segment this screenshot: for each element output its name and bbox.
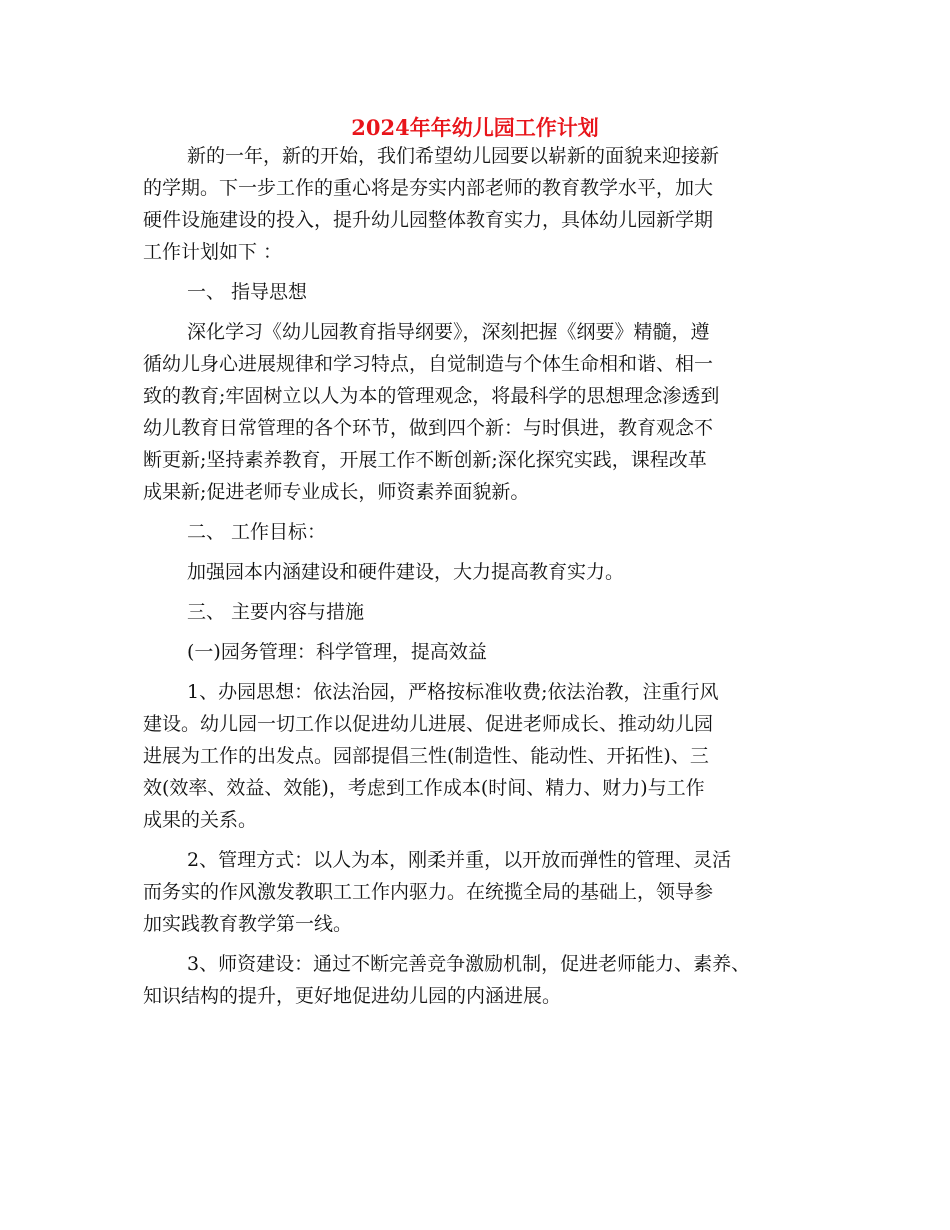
paragraph-gap [143, 308, 833, 316]
document-title: 2024年年幼儿园工作计划 [351, 115, 599, 140]
paragraph-gap [143, 836, 833, 844]
paragraph-line: 深化学习《幼儿园教育指导纲要》，深刻把握《纲要》精髓，遵 [187, 321, 710, 343]
paragraph-line: 成果的关系。 [143, 809, 258, 831]
heading-line: 一、 指导思想 [187, 281, 308, 303]
paragraph-gap [143, 268, 833, 276]
paragraph-line: 1、办园思想：依法治园，严格按标准收费;依法治教，注重行风 [187, 681, 719, 703]
paragraph-line: 的学期。下一步工作的重心将是夯实内部老师的教育教学水平，加大 [143, 177, 714, 199]
paragraph-intro [143, 140, 833, 268]
heading-line: 二、 工作目标： [187, 521, 327, 543]
paragraph-line: 致的教育;牢固树立以人为本的管理观念，将最科学的思想理念渗透到 [143, 385, 720, 407]
paragraph-gap [143, 548, 833, 556]
paragraph-line: 新的一年，新的开始，我们希望幼儿园要以崭新的面貌来迎接新 [187, 145, 720, 167]
paragraph-work-goal [143, 556, 833, 588]
paragraph-line: 加实践教育教学第一线。 [143, 913, 353, 935]
paragraph-gap [143, 668, 833, 676]
paragraph-line: 进展为工作的出发点。园部提倡三性(制造性、能动性、开拓性)、三 [143, 745, 709, 767]
paragraph-line: 硬件设施建设的投入，提升幼儿园整体教育实力，具体幼儿园新学期 [143, 209, 714, 231]
paragraph-line: 成果新;促进老师专业成长，师资素养面貌新。 [143, 481, 530, 503]
paragraph-line: 断更新;坚持素养教育，开展工作不断创新;深化探究实践，课程改革 [143, 449, 707, 471]
paragraph-line: 而务实的作风激发教职工工作内驱力。在统揽全局的基础上，领导参 [143, 881, 714, 903]
paragraph-gap [143, 508, 833, 516]
paragraph-item-1 [143, 676, 833, 836]
paragraph-item-3 [143, 948, 833, 1012]
subsection-heading [143, 636, 833, 668]
paragraph-line: 循幼儿身心进展规律和学习特点，自觉制造与个体生命相和谐、相一 [143, 353, 714, 375]
document-body [143, 140, 833, 1012]
paragraph-line: 3、师资建设：通过不断完善竞争激励机制，促进老师能力、素养、 [187, 953, 751, 975]
section-heading-3 [143, 596, 833, 628]
heading-line: (一)园务管理：科学管理，提高效益 [187, 641, 487, 663]
paragraph-gap [143, 588, 833, 596]
paragraph-line: 建设。幼儿园一切工作以促进幼儿进展、促进老师成长、推动幼儿园 [143, 713, 714, 735]
paragraph-line: 效(效率、效益、效能)，考虑到工作成本(时间、精力、财力)与工作 [143, 777, 705, 799]
section-heading-2 [143, 516, 833, 548]
paragraph-gap [143, 940, 833, 948]
paragraph-line: 2、管理方式：以人为本，刚柔并重，以开放而弹性的管理、灵活 [187, 849, 732, 871]
paragraph-line: 幼儿教育日常管理的各个环节，做到四个新：与时俱进，教育观念不 [143, 417, 714, 439]
section-heading-1 [143, 276, 833, 308]
paragraph-line: 工作计划如下 ： [143, 241, 283, 263]
paragraph-line: 加强园本内涵建设和硬件建设，大力提高教育实力。 [187, 561, 625, 583]
paragraph-gap [143, 628, 833, 636]
paragraph-guiding-thought [143, 316, 833, 508]
paragraph-line: 知识结构的提升，更好地促进幼儿园的内涵进展。 [143, 985, 562, 1007]
paragraph-item-2 [143, 844, 833, 940]
heading-line: 三、 主要内容与措施 [187, 601, 365, 623]
